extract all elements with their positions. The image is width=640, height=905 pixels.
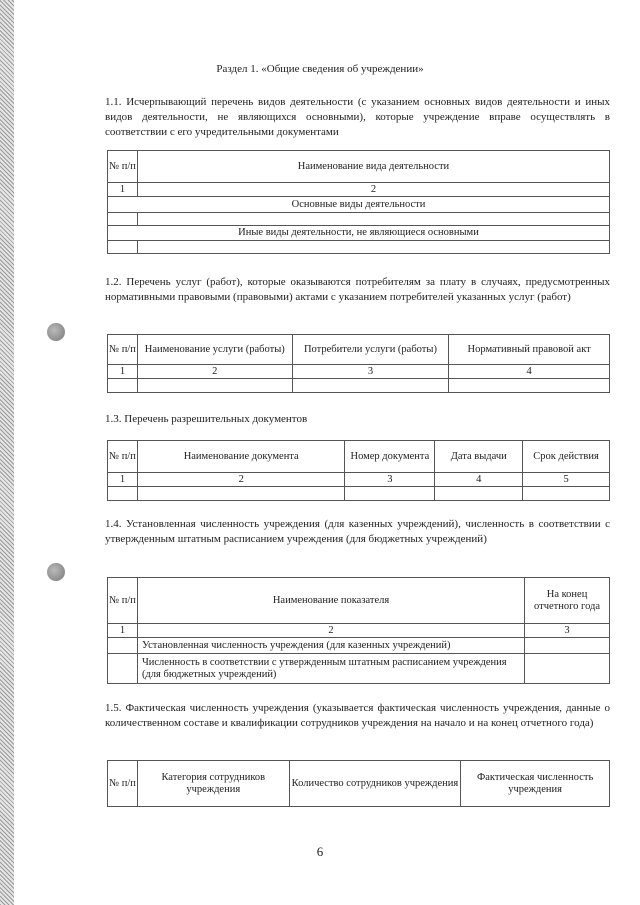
- table-cell: [108, 213, 138, 226]
- table-cell: [523, 487, 610, 501]
- col-num-header: № п/п: [108, 761, 138, 807]
- table-cell: [292, 379, 449, 393]
- col-term-header: Срок действия: [523, 441, 610, 473]
- table-cell: [108, 379, 138, 393]
- table-cell: [449, 379, 610, 393]
- page-number: 6: [316, 844, 324, 859]
- index-cell: 3: [525, 624, 610, 638]
- index-cell: 5: [523, 473, 610, 487]
- index-cell: 3: [345, 473, 435, 487]
- col-num-header: № п/п: [108, 335, 138, 365]
- col-num-index: 1: [108, 183, 138, 197]
- table-cell: [345, 487, 435, 501]
- col-document-header: Наименование документа: [137, 441, 345, 473]
- col-service-header: Наименование услуги (работы): [137, 335, 292, 365]
- section-title: Раздел 1. «Общие сведения об учреждении»: [216, 63, 424, 75]
- index-cell: 2: [137, 365, 292, 379]
- index-cell: 4: [449, 365, 610, 379]
- paragraph-1-4: 1.4. Установленная численность учреждения (для казенных учреждений), численность в соответствии с утвержденным штатным расписанием учреждения (для бюджетных учреждений): [105, 518, 610, 545]
- col-act-header: Нормативный правовой акт: [449, 335, 610, 365]
- col-num-header: № п/п: [108, 441, 138, 473]
- table-cell: [137, 213, 609, 226]
- col-count-header: Количество сотрудников учреждения: [289, 761, 461, 807]
- index-cell: 3: [292, 365, 449, 379]
- col-activity-header: Наименование вида деятельности: [137, 151, 609, 183]
- permits-table: [107, 440, 610, 501]
- other-activities-label: Иные виды деятельности, не являющиеся основными: [108, 226, 610, 241]
- col-date-header: Дата выдачи: [435, 441, 523, 473]
- col-number-header: Номер документа: [345, 441, 435, 473]
- col-indicator-header: Наименование показателя: [137, 578, 524, 624]
- index-cell: 2: [137, 473, 345, 487]
- col-num-header: № п/п: [108, 578, 138, 624]
- table-cell: [137, 241, 609, 254]
- activities-table: [107, 150, 610, 254]
- actual-staff-table: [107, 760, 610, 807]
- table-cell: [108, 638, 138, 654]
- table-cell: [137, 379, 292, 393]
- col-category-header: Категория сотрудников учреждения: [137, 761, 289, 807]
- paragraph-1-1: 1.1. Исчерпывающий перечень видов деятельности (с указанием основных видов деятельности и иных видов деятельности, не являющихся основными), которые учреждение вправе осуществлять в соответствии с его учредительными документами: [105, 96, 610, 138]
- table-cell: [108, 487, 138, 501]
- index-cell: 1: [108, 365, 138, 379]
- index-cell: 1: [108, 473, 138, 487]
- table-cell: [137, 487, 345, 501]
- table-cell: [435, 487, 523, 501]
- col-consumers-header: Потребители услуги (работы): [292, 335, 449, 365]
- index-cell: 1: [108, 624, 138, 638]
- table-cell: [108, 241, 138, 254]
- table-cell: [525, 638, 610, 654]
- staff-count-table: [107, 577, 610, 684]
- col-activity-index: 2: [137, 183, 609, 197]
- row-established-count: Установленная численность учреждения (для казенных учреждений): [137, 638, 524, 654]
- table-cell: [525, 654, 610, 684]
- index-cell: 2: [137, 624, 524, 638]
- col-num-header: № п/п: [108, 151, 138, 183]
- main-activities-label: Основные виды деятельности: [108, 197, 610, 213]
- col-actual-header: Фактическая численность учреждения: [461, 761, 610, 807]
- paragraph-1-5: 1.5. Фактическая численность учреждения (указывается фактическая численность учреждения, данные о количественном составе и квалификации сотрудников учреждения на начало и на конец отчетного года): [105, 702, 610, 729]
- table-cell: [108, 654, 138, 684]
- index-cell: 4: [435, 473, 523, 487]
- paragraph-1-3: 1.3. Перечень разрешительных документов: [105, 413, 308, 425]
- col-year-end-header: На конец отчетного года: [525, 578, 610, 624]
- paragraph-1-2: 1.2. Перечень услуг (работ), которые оказываются потребителям за плату в случаях, предусмотренных нормативными правовыми (правовыми) актами с указанием потребителей указанных услуг (работ): [105, 276, 610, 303]
- services-table: [107, 334, 610, 393]
- row-staff-schedule-count: Численность в соответствии с утвержденным штатным расписанием учреждения (для бюджетных учреждений): [137, 654, 524, 684]
